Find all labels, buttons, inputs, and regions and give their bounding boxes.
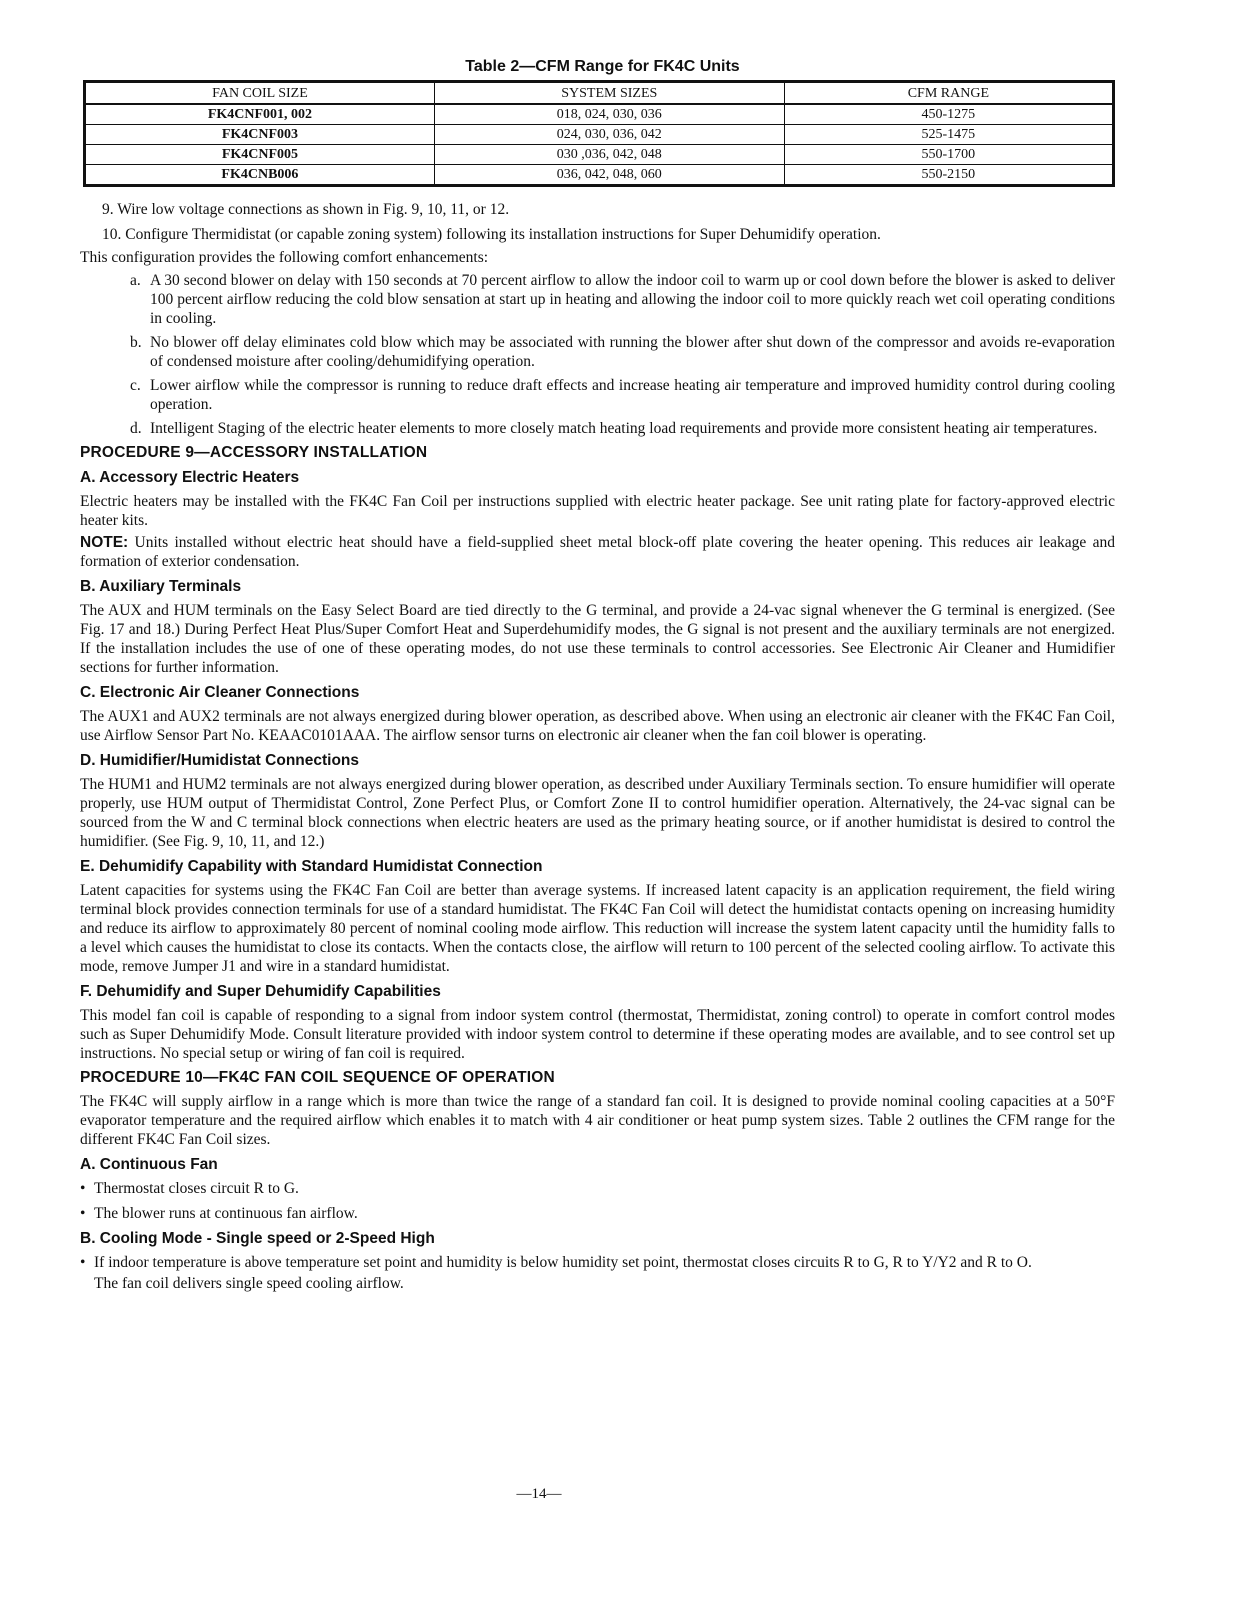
item-text: Lower airflow while the compressor is running to reduce draft effects and increase heating air temperature and improved humidity control during cooling operation. bbox=[150, 377, 1115, 413]
list-item bbox=[80, 1253, 1115, 1293]
note-text: Units installed without electric heat should have a field-supplied sheet metal block-off plate covering the heater opening. This reduces air leakage and formation of exterior condensation. bbox=[80, 534, 1115, 570]
system-sizes-cell: 030 ,036, 042, 048 bbox=[434, 145, 784, 165]
accessory-electric-heaters-heading: A. Accessory Electric Heaters bbox=[80, 469, 300, 486]
column-header: FAN COIL SIZE bbox=[85, 82, 435, 105]
cooling-mode-heading: B. Cooling Mode - Single speed or 2-Speed High bbox=[80, 1230, 435, 1247]
accessory-electric-heaters-text: Electric heaters may be installed with the FK4C Fan Coil per instructions supplied with electric heater package. See unit rating plate for factory-approved electric heater kits. bbox=[80, 493, 1115, 529]
cfm-range-table bbox=[83, 80, 1115, 187]
system-sizes-cell: 024, 030, 036, 042 bbox=[434, 125, 784, 145]
enhancement-item bbox=[130, 376, 1115, 414]
cfm-range-cell: 550-1700 bbox=[784, 145, 1113, 165]
system-sizes-cell: 036, 042, 048, 060 bbox=[434, 165, 784, 186]
list-item-text: Thermostat closes circuit R to G. bbox=[94, 1180, 299, 1197]
note-label: NOTE: bbox=[80, 534, 129, 551]
cooling-mode-continuation: The fan coil delivers single speed cooling airflow. bbox=[94, 1275, 404, 1292]
item-letter: c. bbox=[130, 377, 141, 394]
enhancement-item bbox=[130, 333, 1115, 371]
list-item bbox=[80, 1204, 1115, 1223]
item-text: A 30 second blower on delay with 150 seconds at 70 percent airflow to allow the indoor coil to warm up or cool down before the blower is asked to deliver 100 percent airflow reducing the cold blow sensation at start up in heating and allowing the indoor coil to more quickly reach wet coil operating conditions in cooling. bbox=[150, 272, 1115, 327]
list-item-text: The blower runs at continuous fan airflow. bbox=[94, 1205, 358, 1222]
table-row bbox=[85, 165, 1114, 186]
procedure-10-heading: PROCEDURE 10—FK4C FAN COIL SEQUENCE OF OPERATION bbox=[80, 1069, 555, 1086]
table-header-row bbox=[85, 82, 1114, 105]
table-row bbox=[85, 145, 1114, 165]
dehumidify-capability-text: Latent capacities for systems using the FK4C Fan Coil are better than average systems. If increased latent capacity is an application requirement, the field wiring terminal block provides connection terminals for use of a standard humidistat. The FK4C Fan Coil will detect the humidistat contacts opening on increasing humidity and reduce its airflow to approximately 80 percent of nominal cooling mode airflow. This reduction will increase the system latent capacity until the humidity falls to a level which causes the humidistat to close its contacts. When the contacts close, the airflow will return to 100 percent of the selected cooling airflow. To activate this mode, remove Jumper J1 and wire in a standard humidistat. bbox=[80, 882, 1115, 975]
item-letter: d. bbox=[130, 420, 142, 437]
document-page bbox=[80, 52, 1115, 1299]
dehumidify-capability-heading: E. Dehumidify Capability with Standard Humidistat Connection bbox=[80, 858, 543, 875]
column-header: SYSTEM SIZES bbox=[434, 82, 784, 105]
fan-coil-size-cell: FK4CNB006 bbox=[85, 165, 435, 186]
note-paragraph bbox=[80, 533, 1115, 571]
humidifier-text: The HUM1 and HUM2 terminals are not always energized during blower operation, as described under Auxiliary Terminals section. To ensure humidifier will operate properly, use HUM output of Thermidistat Control, Zone Perfect Plus, or Comfort Zone II to control humidifier operation. Alternatively, the 24-vac signal can be sourced from the W and C terminal block connections when electric heaters are used as the primary heating source, or if another humidistat is desired to control the humidifier. (See Fig. 9, 10, 11, and 12.) bbox=[80, 776, 1115, 850]
step-10: 10. Configure Thermidistat (or capable zoning system) following its installation instructions for Super Dehumidify operation. bbox=[102, 226, 881, 243]
list-item bbox=[80, 1179, 1115, 1198]
cfm-range-cell: 450-1275 bbox=[784, 104, 1113, 125]
electronic-air-cleaner-text: The AUX1 and AUX2 terminals are not always energized during blower operation, as described above. When using an electronic air cleaner with the FK4C Fan Coil, use Airflow Sensor Part No. KEAAC0101AAA. The airflow sensor turns on electronic air cleaner when the fan coil blower is operating. bbox=[80, 708, 1115, 744]
item-letter: a. bbox=[130, 272, 141, 289]
bullet-icon: • bbox=[80, 1254, 86, 1271]
system-sizes-cell: 018, 024, 030, 036 bbox=[434, 104, 784, 125]
auxiliary-terminals-text: The AUX and HUM terminals on the Easy Select Board are tied directly to the G terminal, and provide a 24-vac signal whenever the G terminal is energized. (See Fig. 17 and 18.) During Perfect Heat Plus/Super Comfort Heat and Superdehumidify modes, the G signal is not present and the auxiliary terminals are not energized. If the installation includes the use of one of these operating modes, do not use these terminals to control accessories. See Electronic Air Cleaner and Humidifier sections for further information. bbox=[80, 602, 1115, 676]
bullet-icon: • bbox=[80, 1180, 86, 1197]
enhancement-item bbox=[130, 419, 1115, 438]
fan-coil-size-cell: FK4CNF005 bbox=[85, 145, 435, 165]
auxiliary-terminals-heading: B. Auxiliary Terminals bbox=[80, 578, 242, 595]
page-number: —14— bbox=[516, 1486, 562, 1502]
enhancements-intro: This configuration provides the following comfort enhancements: bbox=[80, 249, 489, 266]
table-title: Table 2—CFM Range for FK4C Units bbox=[465, 58, 740, 75]
procedure-9-heading: PROCEDURE 9—ACCESSORY INSTALLATION bbox=[80, 444, 428, 461]
cfm-range-cell: 550-2150 bbox=[784, 165, 1113, 186]
fan-coil-size-cell: FK4CNF001, 002 bbox=[85, 104, 435, 125]
fan-coil-size-cell: FK4CNF003 bbox=[85, 125, 435, 145]
enhancement-item bbox=[130, 271, 1115, 328]
electronic-air-cleaner-heading: C. Electronic Air Cleaner Connections bbox=[80, 684, 360, 701]
super-dehumidify-text: This model fan coil is capable of responding to a signal from indoor system control (thermostat, Thermidistat, zoning control) to operate in comfort control modes such as Super Dehumidify Mode. Consult literature provided with indoor system control to determine if these operating modes are available, and to see control set up instructions. No special setup or wiring of fan coil is required. bbox=[80, 1007, 1115, 1062]
step-9: 9. Wire low voltage connections as shown in Fig. 9, 10, 11, or 12. bbox=[102, 201, 510, 218]
item-letter: b. bbox=[130, 334, 142, 351]
table-row bbox=[85, 104, 1114, 125]
cfm-range-cell: 525-1475 bbox=[784, 125, 1113, 145]
item-text: Intelligent Staging of the electric heater elements to more closely match heating load requirements and provide more consistent heating air temperatures. bbox=[150, 420, 1098, 437]
column-header: CFM RANGE bbox=[784, 82, 1113, 105]
continuous-fan-heading: A. Continuous Fan bbox=[80, 1156, 218, 1173]
continuous-fan-list bbox=[80, 1179, 1115, 1223]
item-text: No blower off delay eliminates cold blow which may be associated with running the blower after shut down of the compressor and avoids re-evaporation of condensed moisture after cooling/dehumidifying operation. bbox=[150, 334, 1115, 370]
bullet-icon: • bbox=[80, 1205, 86, 1222]
cooling-mode-list bbox=[80, 1253, 1115, 1293]
super-dehumidify-heading: F. Dehumidify and Super Dehumidify Capabilities bbox=[80, 983, 441, 1000]
table-row bbox=[85, 125, 1114, 145]
humidifier-heading: D. Humidifier/Humidistat Connections bbox=[80, 752, 360, 769]
procedure-10-text: The FK4C will supply airflow in a range which is more than twice the range of a standard fan coil. It is designed to provide nominal cooling capacities at a 50°F evaporator temperature and the required airflow which enables it to match with 4 air conditioner or heat pump system sizes. Table 2 outlines the CFM range for the different FK4C Fan Coil sizes. bbox=[80, 1093, 1115, 1148]
list-item-text: If indoor temperature is above temperature set point and humidity is below humidity set point, thermostat closes circuits R to G, R to Y/Y2 and R to O. bbox=[94, 1254, 1032, 1271]
